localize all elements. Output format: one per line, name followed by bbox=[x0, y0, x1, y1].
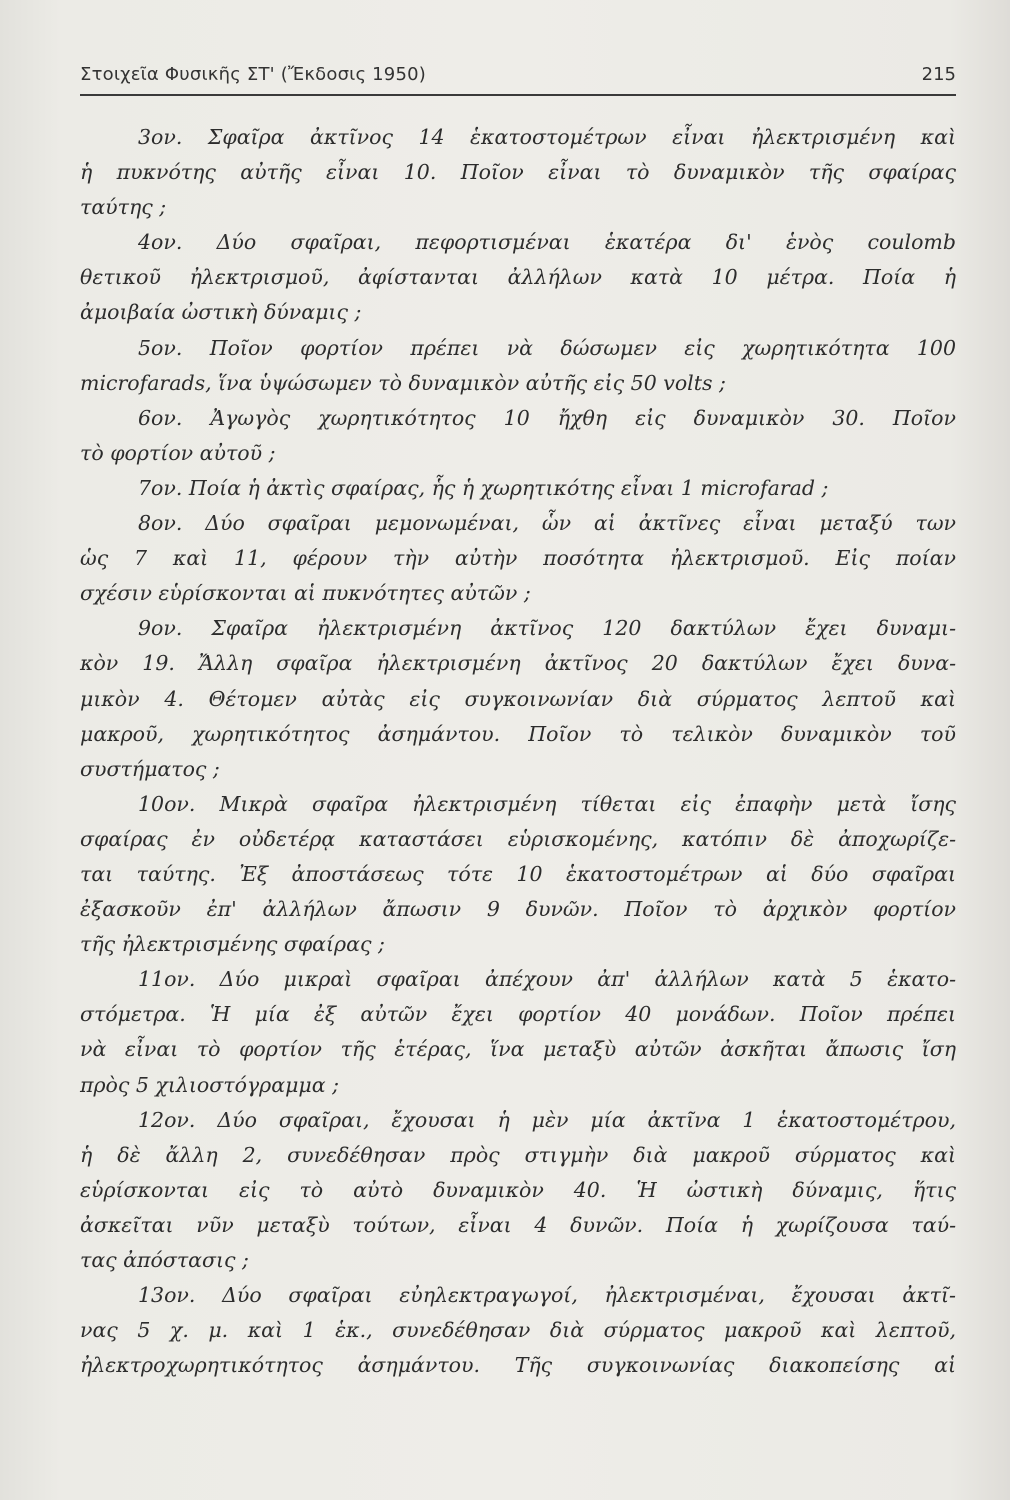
text-line: ὡς 7 καὶ 11, φέρουν τὴν αὐτὴν ποσότητα ἠλεκτρισμοῦ. Εἰς ποίαν bbox=[80, 546, 956, 571]
running-header-title: Στοιχεῖα Φυσικῆς ΣΤ' (Ἔκδοσις 1950) bbox=[80, 64, 426, 85]
text-line: 8ον. Δύο σφαῖραι μεμονωμέναι, ὧν αἱ ἀκτῖνες εἶναι μεταξύ των bbox=[138, 511, 956, 536]
text-line: 11ον. Δύο μικραὶ σφαῖραι ἀπέχουν ἀπ' ἀλλήλων κατὰ 5 ἑκατο- bbox=[138, 967, 956, 992]
text-line: τὸ φορτίον αὐτοῦ ; bbox=[80, 440, 276, 465]
text-line: ἡ δὲ ἄλλη 2, συνεδέθησαν πρὸς στιγμὴν διὰ μακροῦ σύρματος καὶ bbox=[80, 1142, 956, 1167]
text-line: ταύτης ; bbox=[80, 195, 167, 220]
text-line: εὑρίσκονται εἰς τὸ αὐτὸ δυναμικὸν 40. Ἡ ὠστικὴ δύναμις, ἥτις bbox=[80, 1177, 956, 1202]
exercise-list bbox=[80, 120, 956, 1383]
text-line: πρὸς 5 χιλιοστόγραμμα ; bbox=[80, 1072, 339, 1097]
text-line: νὰ εἶναι τὸ φορτίον τῆς ἑτέρας, ἵνα μεταξὺ αὐτῶν ἀσκῆται ἄπωσις ἴση bbox=[80, 1037, 956, 1062]
text-line: κὸν 19. Ἄλλη σφαῖρα ἠλεκτρισμένη ἀκτῖνος 20 δακτύλων ἔχει δυνα- bbox=[80, 651, 956, 676]
text-line: ἡ πυκνότης αὐτῆς εἶναι 10. Ποῖον εἶναι τὸ δυναμικὸν τῆς σφαίρας bbox=[80, 160, 956, 185]
text-line: συστήματος ; bbox=[80, 756, 220, 781]
page-number: 215 bbox=[921, 64, 956, 85]
text-line: τας ἀπόστασις ; bbox=[80, 1248, 249, 1272]
text-line: σχέσιν εὑρίσκονται αἱ πυκνότητες αὐτῶν ; bbox=[80, 581, 531, 606]
text-line: θετικοῦ ἠλεκτρισμοῦ, ἀφίστανται ἀλλήλων κατὰ 10 μέτρα. Ποία ἡ bbox=[80, 265, 956, 290]
text-line: 3ον. Σφαῖρα ἀκτῖνος 14 ἑκατοστομέτρων εἶναι ἠλεκτρισμένη καὶ bbox=[138, 125, 956, 149]
text-line: τῆς ἠλεκτρισμένης σφαίρας ; bbox=[80, 932, 385, 957]
text-line: microfarads, ἵνα ὑψώσωμεν τὸ δυναμικὸν αὐτῆς εἰς 50 volts ; bbox=[80, 370, 726, 395]
text-line: 9ον. Σφαῖρα ἠλεκτρισμένη ἀκτῖνος 120 δακτύλων ἔχει δυναμι- bbox=[138, 616, 956, 641]
text-line: ἠλεκτροχωρητικότητος ἀσημάντου. Τῆς συγκοινωνίας διακοπείσης αἱ bbox=[80, 1353, 956, 1378]
text-line: ἀσκεῖται νῦν μεταξὺ τούτων, εἶναι 4 δυνῶν. Ποία ἡ χωρίζουσα ταύ- bbox=[80, 1212, 956, 1237]
text-line: 7ον. Ποία ἡ ἀκτὶς σφαίρας, ἧς ἡ χωρητικότης εἶναι 1 microfarad ; bbox=[138, 475, 829, 500]
text-line: 12ον. Δύο σφαῖραι, ἔχουσαι ἡ μὲν μία ἀκτῖνα 1 ἑκατοστομέτρου, bbox=[138, 1107, 956, 1132]
text-line: σφαίρας ἐν οὐδετέρᾳ καταστάσει εὑρισκομένης, κατόπιν δὲ ἀποχωρίζε- bbox=[80, 826, 956, 851]
text-line: μικὸν 4. Θέτομεν αὐτὰς εἰς συγκοινωνίαν διὰ σύρματος λεπτοῦ καὶ bbox=[80, 686, 956, 711]
text-line: ἀμοιβαία ὠστικὴ δύναμις ; bbox=[80, 300, 362, 325]
header-rule bbox=[80, 94, 956, 96]
text-line: ἐξασκοῦν ἐπ' ἀλλήλων ἄπωσιν 9 δυνῶν. Ποῖον τὸ ἀρχικὸν φορτίον bbox=[80, 897, 956, 922]
text-line: 13ον. Δύο σφαῖραι εὐηλεκτραγωγοί, ἠλεκτρισμέναι, ἔχουσαι ἀκτῖ- bbox=[138, 1283, 956, 1308]
text-line: στόμετρα. Ἡ μία ἐξ αὐτῶν ἔχει φορτίον 40 μονάδων. Ποῖον πρέπει bbox=[80, 1002, 956, 1027]
text-line: 5ον. Ποῖον φορτίον πρέπει νὰ δώσωμεν εἰς χωρητικότητα 100 bbox=[138, 335, 956, 360]
text-line: 4ον. Δύο σφαῖραι, πεφορτισμέναι ἑκατέρα δι' ἑνὸς coulomb bbox=[138, 230, 956, 255]
running-header bbox=[80, 62, 956, 96]
text-line: νας 5 χ. μ. καὶ 1 ἑκ., συνεδέθησαν διὰ σύρματος μακροῦ καὶ λεπτοῦ, bbox=[80, 1318, 956, 1343]
text-line: μακροῦ, χωρητικότητος ἀσημάντου. Ποῖον τὸ τελικὸν δυναμικὸν τοῦ bbox=[80, 721, 956, 746]
text-line: ται ταύτης. Ἐξ ἀποστάσεως τότε 10 ἑκατοστομέτρων αἱ δύο σφαῖραι bbox=[80, 861, 956, 886]
text-line: 6ον. Ἀγωγὸς χωρητικότητος 10 ἤχθη εἰς δυναμικὸν 30. Ποῖον bbox=[138, 405, 956, 430]
text-line: 10ον. Μικρὰ σφαῖρα ἠλεκτρισμένη τίθεται εἰς ἐπαφὴν μετὰ ἴσης bbox=[138, 791, 956, 816]
